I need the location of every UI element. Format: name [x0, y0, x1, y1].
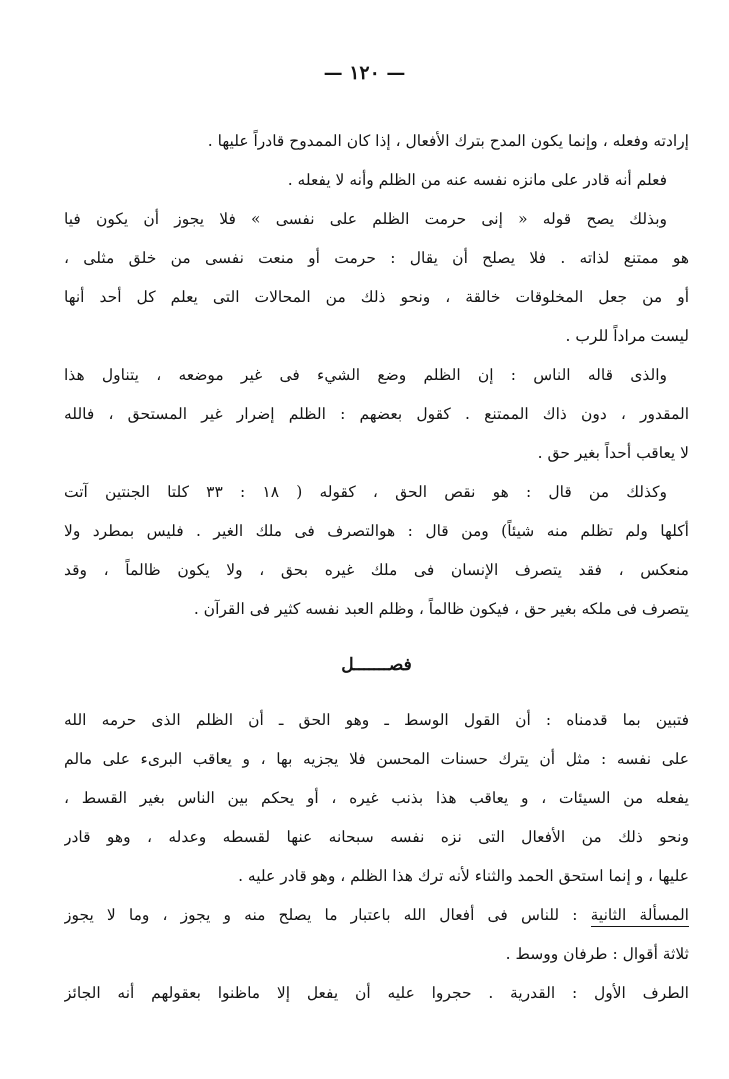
issue-line	[64, 896, 689, 935]
page-number: — ١٢٠ —	[323, 62, 406, 84]
text-line: أكلها ولم تظلم منه شيئاً) ومن قال : هوالتصرف فى ملك الغير . فليس بمطرد ولا	[64, 522, 689, 540]
text-line: هو ممتنع لذاته . فلا يصلح أن يقال : حرمت أو منعت نفسى من خلق مثلى ،	[64, 249, 689, 267]
text-line: أو من جعل المخلوقات خالقة ، ونحو ذلك من المحالات التى يعلم كل أحد أنها	[64, 288, 689, 306]
paragraphs-after-issue	[64, 935, 689, 1013]
section-heading: فصـــــــل	[341, 655, 412, 675]
text-line: فعلم أنه قادر على مانزه نفسه عنه من الظلم وأنه لا يفعله .	[287, 171, 667, 189]
body-text	[64, 122, 689, 1013]
text-line: الطرف الأول : القدرية . حجروا عليه أن يفعل إلا ماظنوا بعقولهم أنه الجائز	[64, 984, 689, 1002]
text-line: وكذلك من قال : هو نقص الحق ، كقوله ( ١٨ : ٣٣ كلتا الجنتين آتت	[64, 483, 667, 501]
text-line: المقدور ، دون ذاك الممتنع . كقول بعضهم : الظلم إضرار غير المستحق ، فالله	[64, 405, 689, 423]
text-line: ونحو ذلك من الأفعال التى نزه نفسه سبحانه عنها لقسطه وعدله ، وهو قادر	[64, 828, 689, 846]
text-line: يتصرف فى ملكه بغير حق ، فيكون ظالماً ، وظلم العبد نفسه كثير فى القرآن .	[193, 600, 689, 618]
issue-text: : للناس فى أفعال الله باعتبار ما يصلح منه و يجوز ، وما لا يجوز	[64, 906, 591, 924]
section-paragraph	[64, 701, 689, 896]
issue-label: المسألة الثانية	[591, 906, 689, 927]
text-line: لا يعاقب أحداً بغير حق .	[537, 444, 689, 462]
text-line: ثلاثة أقوال : طرفان ووسط .	[505, 945, 689, 963]
text-line: فتبين بما قدمناه : أن القول الوسط ـ وهو الحق ـ أن الظلم الذى حرمه الله	[64, 711, 689, 729]
text-line: وبذلك يصح قوله « إنى حرمت الظلم على نفسى » فلا يجوز أن يكون فيا	[64, 210, 667, 228]
text-line: عليها ، و إنما استحق الحمد والثناء لأنه ترك هذا الظلم ، وهو قادر عليه .	[238, 867, 689, 885]
text-line: والذى قاله الناس : إن الظلم وضع الشيء فى غير موضعه ، يتناول هذا	[64, 366, 667, 384]
text-line: ليست مراداً للرب .	[565, 327, 689, 345]
text-line: منعكس ، فقد يتصرف الإنسان فى ملك غيره بحق ، ولا يكون ظالماً ، وقد	[64, 561, 689, 579]
paragraphs-before-section	[64, 122, 689, 629]
text-line: إرادته وفعله ، وإنما يكون المدح بترك الأفعال ، إذا كان الممدوح قادراً عليها .	[207, 132, 689, 150]
text-line: على نفسه : مثل أن يترك حسنات المحسن فلا يجزيه بها ، و يعاقب البرىء على مالم	[64, 750, 689, 768]
text-line: يفعله من السيئات ، و يعاقب هذا بذنب غيره ، أو يحكم بين الناس بغير القسط ،	[64, 789, 689, 807]
